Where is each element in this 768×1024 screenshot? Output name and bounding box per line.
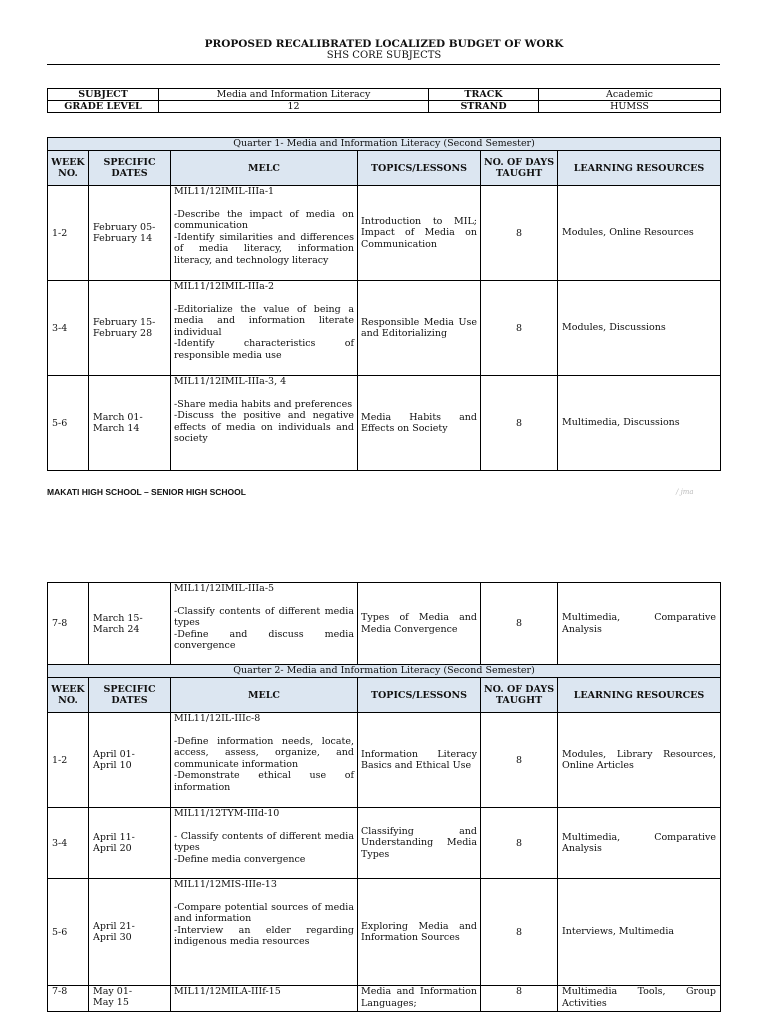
topic-cell: Introduction to MIL; Impact of Media on Communication bbox=[358, 186, 481, 281]
col-dates: SPECIFIC DATES bbox=[89, 151, 171, 186]
table-row bbox=[48, 186, 721, 281]
grade-level-label: GRADE LEVEL bbox=[48, 101, 159, 113]
melc-code: MIL11/12MIS-IIIe-13 bbox=[174, 879, 277, 890]
resources-cell: Multimedia, Comparative Analysis bbox=[558, 583, 721, 665]
melc-code: MIL11/12IL-IIIc-8 bbox=[174, 713, 261, 724]
melc-item: -Define and discuss media convergence bbox=[174, 628, 354, 651]
melc-item: -Editorialize the value of being a media and information literate individual bbox=[174, 303, 354, 338]
date-line: March 15- bbox=[93, 612, 143, 624]
week-cell: 3-4 bbox=[48, 281, 89, 376]
days-cell: 8 bbox=[481, 713, 558, 808]
date-line: May 15 bbox=[93, 997, 129, 1008]
week-cell: 1-2 bbox=[48, 186, 89, 281]
date-line: February 05- bbox=[93, 222, 156, 233]
dates-cell bbox=[89, 713, 171, 808]
days-cell: 8 bbox=[481, 376, 558, 471]
col-week: WEEK NO. bbox=[48, 151, 89, 186]
table-row bbox=[48, 986, 721, 1012]
melc-cell bbox=[171, 376, 358, 471]
date-line: April 30 bbox=[93, 932, 132, 943]
resources-cell: Multimedia, Comparative Analysis bbox=[558, 808, 721, 879]
days-cell: 8 bbox=[481, 186, 558, 281]
col-dates: SPECIFIC DATES bbox=[89, 678, 171, 713]
date-line: February 28 bbox=[93, 328, 153, 339]
resources-cell: Modules, Library Resources, Online Articles bbox=[558, 713, 721, 808]
dates-cell bbox=[89, 986, 171, 1012]
week-cell: 3-4 bbox=[48, 808, 89, 879]
date-line: February 15- bbox=[93, 317, 156, 328]
table-row bbox=[48, 281, 721, 376]
melc-item: -Describe the impact of media on communication bbox=[174, 208, 354, 231]
date-line: April 11- bbox=[93, 832, 135, 843]
col-melc: MELC bbox=[171, 151, 358, 186]
days-cell: 8 bbox=[481, 281, 558, 376]
melc-cell bbox=[171, 713, 358, 808]
melc-code: MIL11/12IMIL-IIIa-5 bbox=[174, 583, 275, 594]
week-cell: 1-2 bbox=[48, 713, 89, 808]
date-line: February 14 bbox=[93, 233, 153, 244]
subject-info-table bbox=[47, 88, 721, 113]
date-line: March 24 bbox=[93, 623, 140, 635]
table-row bbox=[48, 879, 721, 986]
date-line: April 20 bbox=[93, 843, 132, 854]
topic-cell: Responsible Media Use and Editorializing bbox=[358, 281, 481, 376]
col-topics: TOPICS/LESSONS bbox=[358, 678, 481, 713]
week-cell: 7-8 bbox=[48, 986, 89, 1012]
melc-item: -Identify characteristics of responsible media use bbox=[174, 338, 354, 361]
dates-cell bbox=[89, 808, 171, 879]
date-line: March 01- bbox=[93, 412, 143, 423]
topic-cell: Media Habits and Effects on Society bbox=[358, 376, 481, 471]
topic-cell: Information Literacy Basics and Ethical Use bbox=[358, 713, 481, 808]
resources-cell: Modules, Discussions bbox=[558, 281, 721, 376]
resources-cell: Multimedia Tools, Group Activities bbox=[558, 986, 721, 1012]
col-topics: TOPICS/LESSONS bbox=[358, 151, 481, 186]
melc-code: MIL11/12IMIL-IIIa-2 bbox=[174, 281, 275, 292]
grade-level-value: 12 bbox=[159, 101, 429, 113]
quarter2-table bbox=[47, 582, 721, 1012]
col-resources: LEARNING RESOURCES bbox=[558, 151, 721, 186]
resources-cell: Modules, Online Resources bbox=[558, 186, 721, 281]
initials-mark: / jma bbox=[676, 488, 694, 496]
subject-label: SUBJECT bbox=[48, 89, 159, 101]
table-row bbox=[48, 713, 721, 808]
melc-item: -Share media habits and preferences bbox=[174, 398, 353, 410]
melc-item: -Demonstrate ethical use of information bbox=[174, 770, 354, 793]
dates-cell bbox=[89, 583, 171, 665]
track-value: Academic bbox=[539, 89, 721, 101]
topic-cell: Classifying and Understanding Media Types bbox=[358, 808, 481, 879]
col-days: NO. OF DAYS TAUGHT bbox=[481, 678, 558, 713]
date-line: April 10 bbox=[93, 760, 132, 771]
melc-item: -Classify contents of different media types bbox=[174, 605, 354, 628]
days-cell: 8 bbox=[481, 583, 558, 665]
melc-cell bbox=[171, 186, 358, 281]
dates-cell bbox=[89, 186, 171, 281]
table-row bbox=[48, 376, 721, 471]
melc-code: MIL11/12MILA-IIIf-15 bbox=[174, 986, 281, 997]
quarter1-title: Quarter 1- Media and Information Literacy (Second Semester) bbox=[48, 138, 721, 151]
topic-cell: Media and Information Languages; bbox=[358, 986, 481, 1012]
melc-item: -Compare potential sources of media and information bbox=[174, 901, 354, 924]
melc-code: MIL11/12IMIL-IIIa-3, 4 bbox=[174, 376, 287, 387]
week-cell: 5-6 bbox=[48, 879, 89, 986]
dates-cell bbox=[89, 376, 171, 471]
melc-item: -Define media convergence bbox=[174, 853, 306, 865]
week-cell: 7-8 bbox=[48, 583, 89, 665]
melc-cell bbox=[171, 281, 358, 376]
track-label: TRACK bbox=[429, 89, 539, 101]
document-subtitle: SHS CORE SUBJECTS bbox=[326, 50, 442, 61]
school-footer: MAKATI HIGH SCHOOL – SENIOR HIGH SCHOOL bbox=[47, 487, 246, 497]
col-week: WEEK NO. bbox=[48, 678, 89, 713]
days-cell: 8 bbox=[481, 808, 558, 879]
header-rule bbox=[47, 64, 720, 65]
resources-cell: Interviews, Multimedia bbox=[558, 879, 721, 986]
date-line: March 14 bbox=[93, 423, 140, 434]
document-title: PROPOSED RECALIBRATED LOCALIZED BUDGET OF WORK bbox=[204, 38, 564, 50]
subject-value: Media and Information Literacy bbox=[159, 89, 429, 101]
melc-item: - Classify contents of different media types bbox=[174, 830, 354, 853]
strand-value: HUMSS bbox=[539, 101, 721, 113]
days-cell: 8 bbox=[481, 879, 558, 986]
table-row bbox=[48, 808, 721, 879]
col-melc: MELC bbox=[171, 678, 358, 713]
date-line: April 21- bbox=[93, 921, 135, 932]
col-days: NO. OF DAYS TAUGHT bbox=[481, 151, 558, 186]
melc-item: -Interview an elder regarding indigenous media resources bbox=[174, 924, 354, 947]
melc-cell bbox=[171, 986, 358, 1012]
dates-cell bbox=[89, 281, 171, 376]
melc-cell bbox=[171, 808, 358, 879]
date-line: May 01- bbox=[93, 986, 133, 997]
melc-code: MIL11/12IMIL-IIIa-1 bbox=[174, 186, 275, 197]
melc-item: -Discuss the positive and negative effects of media on individuals and society bbox=[174, 410, 354, 444]
date-line: April 01- bbox=[93, 749, 135, 760]
week-cell: 5-6 bbox=[48, 376, 89, 471]
topic-cell: Types of Media and Media Convergence bbox=[358, 583, 481, 665]
quarter1-table bbox=[47, 137, 721, 471]
col-resources: LEARNING RESOURCES bbox=[558, 678, 721, 713]
table-row bbox=[48, 583, 721, 665]
melc-code: MIL11/12TYM-IIId-10 bbox=[174, 808, 280, 819]
strand-label: STRAND bbox=[429, 101, 539, 113]
melc-item: -Identify similarities and differences of media literacy, information literacy, and technology literacy bbox=[174, 231, 354, 266]
resources-cell: Multimedia, Discussions bbox=[558, 376, 721, 471]
melc-cell bbox=[171, 879, 358, 986]
quarter2-title: Quarter 2- Media and Information Literacy (Second Semester) bbox=[48, 665, 721, 678]
melc-cell bbox=[171, 583, 358, 665]
days-cell: 8 bbox=[481, 986, 558, 1012]
topic-cell: Exploring Media and Information Sources bbox=[358, 879, 481, 986]
melc-item: -Define information needs, locate, access, assess, organize, and communicate information bbox=[174, 735, 354, 770]
dates-cell bbox=[89, 879, 171, 986]
